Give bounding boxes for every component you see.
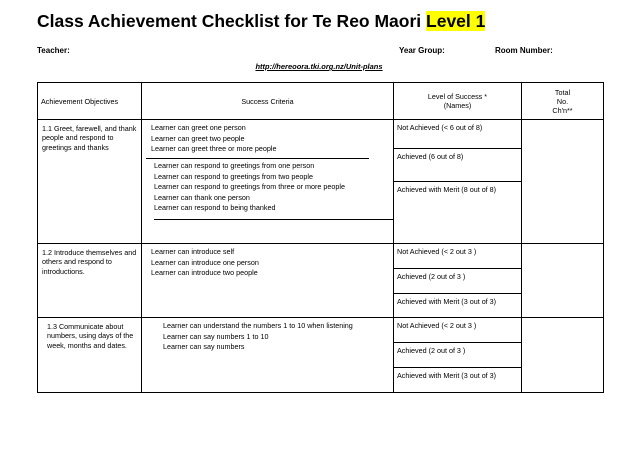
table-row: [38, 244, 604, 318]
criterion: Learner can understand the numbers 1 to 10 when listening: [163, 321, 353, 330]
criterion: Learner can introduce one person: [151, 257, 259, 267]
criteria-divider: [146, 158, 369, 159]
table-row: [38, 318, 604, 393]
total-cell[interactable]: [522, 244, 604, 318]
title-level-highlight: Level 1: [426, 11, 486, 31]
level-not-achieved: Not Achieved (< 6 out of 8): [394, 120, 521, 149]
criteria-cell: [142, 244, 394, 318]
level-achieved: Achieved (2 out of 3 ): [394, 343, 521, 368]
col-header-total-line1: Total: [554, 87, 571, 97]
col-header-total-line2: No.: [556, 96, 569, 106]
criterion: Learner can thank one person: [154, 192, 250, 202]
criteria-cell: [142, 318, 394, 393]
level-merit: Achieved with Merit (3 out of 3): [397, 371, 497, 380]
criteria-cell: [142, 120, 394, 244]
criterion: Learner can respond to greetings from two people: [154, 171, 314, 181]
table-row: [38, 120, 604, 244]
objective-cell: 1.1 Greet, farewell, and thank people and respond to greetings and thanks: [38, 120, 142, 244]
teacher-label: Teacher:: [37, 46, 70, 55]
criterion: Learner can greet two people: [151, 133, 245, 143]
criterion: Learner can introduce self: [151, 247, 235, 256]
col-header-total-line3: Ch'n**: [552, 105, 573, 115]
level-cell: [394, 120, 522, 244]
level-cell: [394, 244, 522, 318]
level-not-achieved: Not Achieved (< 2 out 3 ): [394, 244, 521, 269]
level-achieved: Achieved (2 out of 3 ): [394, 269, 521, 294]
col-header-objectives: Achievement Objectives: [38, 83, 142, 120]
year-group-label: Year Group:: [399, 46, 445, 55]
criterion: Learner can respond to being thanked: [154, 203, 276, 213]
col-header-level-line1: Level of Success *: [427, 92, 488, 101]
objective-cell: 1.3 Communicate about numbers, using days of the week, months and dates.: [38, 318, 142, 393]
col-header-total: [522, 83, 604, 120]
room-number-label: Room Number:: [495, 46, 553, 55]
objective-cell: 1.2 Introduce themselves and others and respond to introductions.: [38, 244, 142, 318]
level-not-achieved: Not Achieved (< 2 out 3 ): [394, 318, 521, 343]
total-cell[interactable]: [522, 318, 604, 393]
page-title: [37, 11, 485, 32]
title-main: Class Achievement Checklist for Te Reo Maori: [37, 11, 427, 31]
col-header-level-line2: (Names): [443, 101, 472, 110]
achievement-table: [37, 82, 604, 393]
col-header-level: [394, 83, 522, 120]
level-merit: Achieved with Merit (3 out of 3): [397, 297, 497, 306]
criterion: Learner can say numbers 1 to 10: [163, 331, 269, 341]
criterion: Learner can say numbers: [163, 342, 245, 352]
criterion: Learner can respond to greetings from three or more people: [154, 182, 345, 192]
criterion: Learner can respond to greetings from one person: [154, 161, 315, 170]
total-cell[interactable]: [522, 120, 604, 244]
criterion: Learner can introduce two people: [151, 268, 258, 278]
criterion: Learner can greet one person: [151, 123, 246, 132]
level-cell: [394, 318, 522, 393]
col-header-criteria: Success Criteria: [142, 83, 394, 120]
table-header-row: [38, 83, 604, 120]
criterion: Learner can greet three or more people: [151, 144, 277, 154]
level-merit: Achieved with Merit (8 out of 8): [397, 185, 497, 194]
criteria-divider: [154, 219, 394, 220]
unit-plans-link[interactable]: http://hereoora.tki.org.nz/Unit-plans: [255, 62, 383, 71]
level-achieved: Achieved (6 out of 8): [394, 149, 521, 182]
